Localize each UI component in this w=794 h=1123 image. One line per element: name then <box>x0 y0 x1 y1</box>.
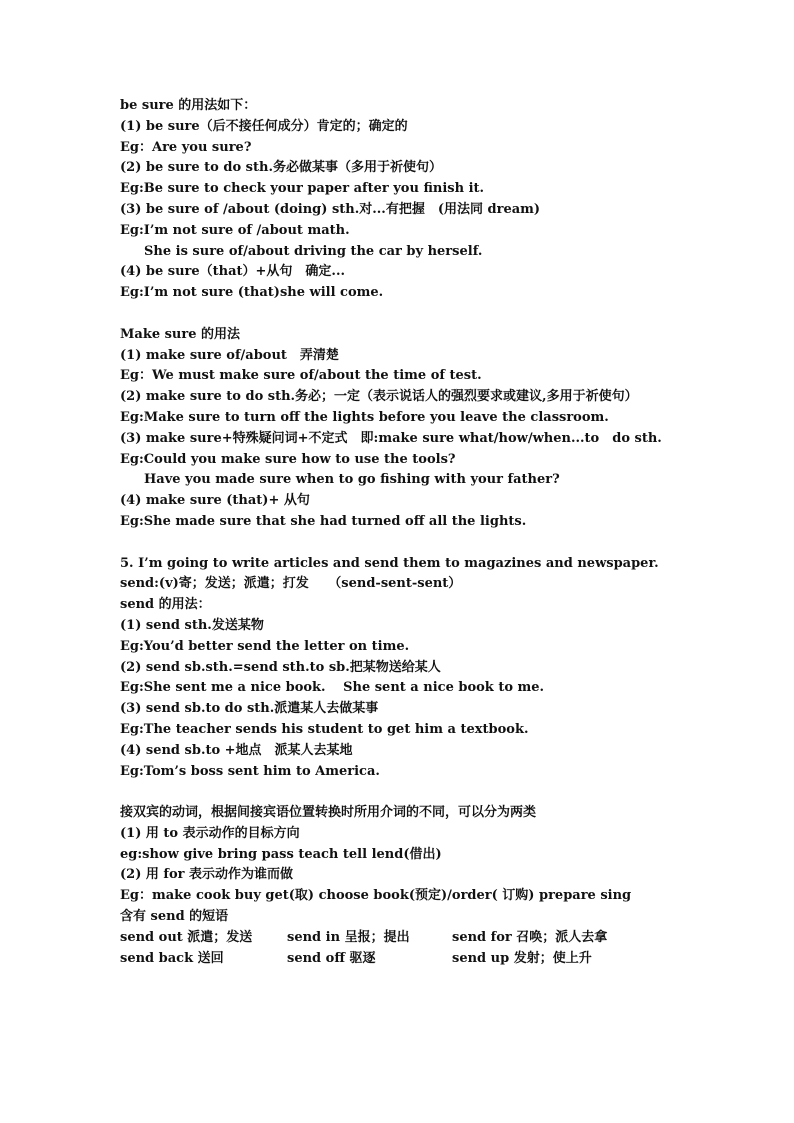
subsection-title: 含有 send 的短语 <box>120 909 229 925</box>
text-line: (3) be sure of /about (doing) sth.对...有把握 (用法同 dream) <box>120 201 541 217</box>
phrase-row <box>120 928 690 949</box>
text-line: (3) send sb.to do sth.派遣某人去做某事 <box>120 701 379 717</box>
text-line: (1) 用 to 表示动作的目标方向 <box>120 825 300 841</box>
section-double-object <box>120 803 690 969</box>
phrase-item: send back 送回 <box>120 950 224 966</box>
phrase-item: send up 发射；使上升 <box>452 950 592 966</box>
text-line: (1) be sure（后不接任何成分）肯定的；确定的 <box>120 118 408 134</box>
text-line: (2) be sure to do sth.务必做某事（多用于祈使句） <box>120 160 442 176</box>
example-line: Eg：We must make sure of/about the time of test. <box>120 368 482 384</box>
example-line: Eg:You’d better send the letter on time. <box>120 638 410 654</box>
text-line: send 的用法： <box>120 597 211 613</box>
text-line: (4) be sure（that）+从句 确定... <box>120 264 346 280</box>
section-title: be sure 的用法如下： <box>120 98 257 113</box>
example-line: She is sure of/about driving the car by herself. <box>144 243 483 259</box>
text-line: send:(v)寄；发送；派遣；打发 （send-sent-sent） <box>120 576 462 592</box>
example-line: Eg:Could you make sure how to use the tools? <box>120 451 456 467</box>
text-line: (1) make sure of/about 弄清楚 <box>120 347 339 363</box>
text-line: (2) send sb.sth.=send sth.to sb.把某物送给某人 <box>120 659 441 675</box>
text-line: (3) make sure+特殊疑问词+不定式 即:make sure what/how/when...to do sth. <box>120 430 662 446</box>
text-line: (1) send sth.发送某物 <box>120 617 264 633</box>
text-line: (4) send sb.to +地点 派某人去某地 <box>120 742 353 758</box>
spacer <box>120 782 690 803</box>
example-line: Eg：Are you sure? <box>120 139 252 155</box>
spacer <box>120 304 690 325</box>
example-line: eg:show give bring pass teach tell lend(借出) <box>120 846 442 862</box>
section-send <box>120 554 690 783</box>
phrase-item: send in 呈报；提出 <box>287 929 410 945</box>
section-title: Make sure 的用法 <box>120 326 241 342</box>
example-line: Eg:She sent me a nice book. She sent a nice book to me. <box>120 680 545 696</box>
phrase-item: send for 召唤；派人去拿 <box>452 929 608 945</box>
example-line: Eg:I’m not sure (that)she will come. <box>120 285 384 301</box>
section-be-sure <box>120 96 690 304</box>
text-line: (2) make sure to do sth.务必；一定（表示说话人的强烈要求或建议,多用于祈使句） <box>120 389 638 405</box>
example-line: Eg:Be sure to check your paper after you finish it. <box>120 181 485 197</box>
text-line: (4) make sure (that)+ 从句 <box>120 493 310 509</box>
example-line: Eg:Make sure to turn off the lights before you leave the classroom. <box>120 409 609 425</box>
example-line: Eg:Tom’s boss sent him to America. <box>120 763 380 779</box>
example-line: Eg:I’m not sure of /about math. <box>120 222 350 238</box>
spacer <box>120 533 690 554</box>
phrase-item: send off 驱逐 <box>287 950 376 966</box>
example-line: Eg:The teacher sends his student to get him a textbook. <box>120 721 529 737</box>
section-make-sure <box>120 325 690 533</box>
document-page <box>120 96 690 969</box>
phrase-row <box>120 949 690 970</box>
example-line: Eg:She made sure that she had turned off all the lights. <box>120 513 527 529</box>
section-title: 接双宾的动词，根据间接宾语位置转换时所用介词的不同，可以分为两类 <box>120 805 537 821</box>
section-title: 5. I’m going to write articles and send them to magazines and newspaper. <box>120 555 659 571</box>
example-line: Eg：make cook buy get(取) choose book(预定)/order( 订购) prepare sing <box>120 888 632 904</box>
phrase-item: send out 派遣；发送 <box>120 929 253 945</box>
text-line: (2) 用 for 表示动作为谁而做 <box>120 867 294 883</box>
example-line: Have you made sure when to go fishing with your father? <box>144 472 560 488</box>
